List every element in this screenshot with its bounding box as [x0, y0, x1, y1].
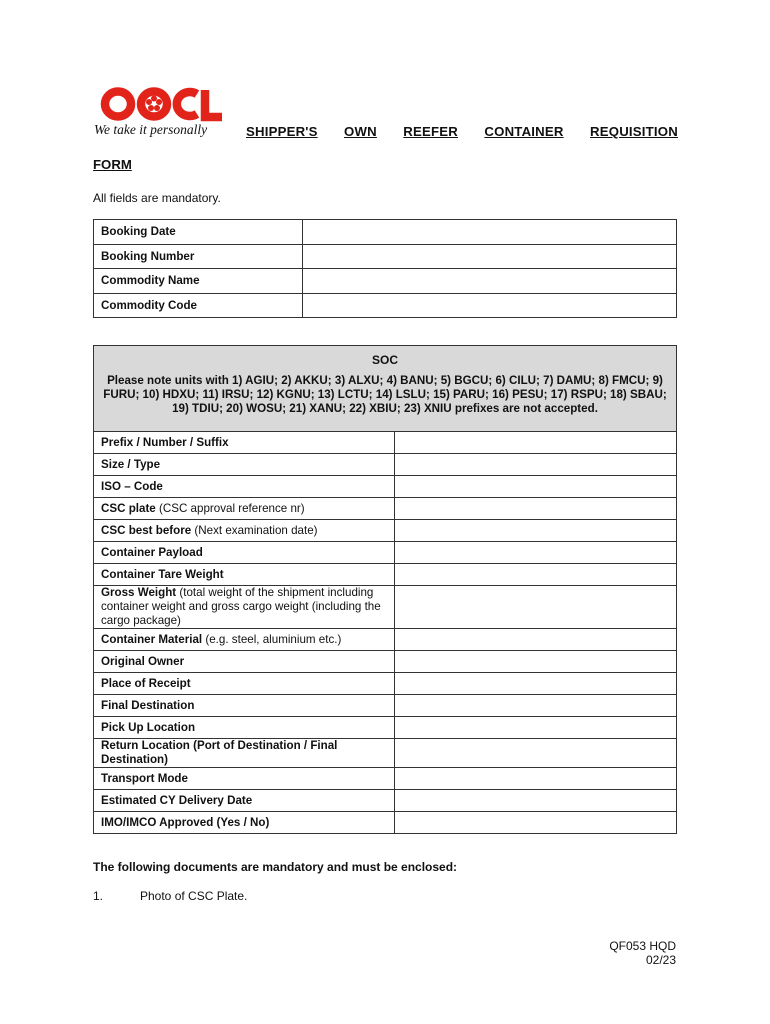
container-row-label-text: Final Destination	[101, 698, 195, 712]
container-row-label-text: ISO – Code	[101, 479, 163, 493]
container-row-label	[94, 790, 395, 812]
booking-table	[93, 219, 677, 318]
container-row-label-text: Container Material	[101, 632, 203, 646]
container-row-input[interactable]	[395, 768, 677, 790]
container-row-label	[94, 717, 395, 739]
form-title-word: SHIPPER'S	[246, 124, 318, 139]
container-row	[94, 520, 677, 542]
container-row	[94, 673, 677, 695]
container-row-input[interactable]	[395, 695, 677, 717]
form-title-line2: FORM	[93, 157, 132, 172]
container-row	[94, 812, 677, 834]
form-title-word: REQUISITION	[590, 124, 678, 139]
container-row-label-text: Gross Weight	[101, 586, 177, 599]
container-row-label-text: Estimated CY Delivery Date	[101, 793, 253, 807]
container-row-input[interactable]	[395, 476, 677, 498]
soc-prefix-note: Please note units with 1) AGIU; 2) AKKU; 3) ALXU; 4) BANU; 5) BGCU; 6) CILU; 7) DAMU; 8) FMCU; 9) FURU; 10) HDXU; 11) IRSU; 12) KGNU; 13) LCTU; 14) LSLU; 15) PARU; 16) PESU; 17) RSPU; 18) SBAU; 19) TDIU; 20) WOSU; 21) XANU; 22) XBIU; 23) XNIU prefixes are not accepted.	[103, 374, 667, 415]
container-row-label-text: Size / Type	[101, 457, 161, 471]
booking-row	[94, 293, 677, 318]
container-row-label	[94, 454, 395, 476]
container-row-label-text: Transport Mode	[101, 771, 188, 785]
booking-row-input[interactable]	[303, 293, 677, 318]
container-row-input[interactable]	[395, 790, 677, 812]
mandatory-note: All fields are mandatory.	[93, 191, 221, 205]
container-row-label	[94, 432, 395, 454]
container-row	[94, 739, 677, 768]
form-date: 02/23	[645, 953, 676, 967]
container-row	[94, 476, 677, 498]
form-footer	[609, 939, 676, 967]
container-row	[94, 695, 677, 717]
container-row-input[interactable]	[395, 542, 677, 564]
soc-title: SOC	[371, 353, 398, 367]
oocl-logo-graphic	[92, 86, 232, 138]
container-row-label	[94, 476, 395, 498]
container-row-hint: (CSC approval reference nr)	[155, 501, 305, 515]
booking-row	[94, 269, 677, 294]
booking-row-input[interactable]	[303, 269, 677, 294]
booking-row-label: Commodity Code	[94, 293, 303, 318]
booking-row-label: Booking Number	[94, 244, 303, 269]
container-row-label	[94, 673, 395, 695]
form-title-word: OWN	[344, 124, 377, 139]
container-row-label-text: Return Location (Port of Destination / Final Destination)	[101, 739, 338, 766]
document-item-text: Photo of CSC Plate.	[140, 889, 248, 903]
container-row-label	[94, 586, 395, 629]
container-row-input[interactable]	[395, 586, 677, 629]
container-row-input[interactable]	[395, 739, 677, 768]
container-row	[94, 790, 677, 812]
container-row	[94, 542, 677, 564]
container-row-hint: (e.g. steel, aluminium etc.)	[202, 632, 342, 646]
container-row-label-text: Container Tare Weight	[101, 567, 224, 581]
container-row-input[interactable]	[395, 564, 677, 586]
container-row-input[interactable]	[395, 717, 677, 739]
booking-row	[94, 220, 677, 245]
form-title	[246, 124, 678, 139]
container-row-input[interactable]	[395, 498, 677, 520]
container-row-label	[94, 651, 395, 673]
container-row-label	[94, 564, 395, 586]
container-row-hint: (total weight of the shipment including container weight and gross cargo weight (including the cargo package)	[101, 586, 381, 627]
booking-row	[94, 244, 677, 269]
container-row	[94, 629, 677, 651]
container-row	[94, 432, 677, 454]
container-row	[94, 586, 677, 629]
document-item	[93, 889, 247, 903]
container-row-label	[94, 629, 395, 651]
booking-row-label: Commodity Name	[94, 269, 303, 294]
container-row	[94, 768, 677, 790]
container-row	[94, 564, 677, 586]
container-row-label-text: IMO/IMCO Approved (Yes / No)	[101, 815, 270, 829]
container-row-label-text: CSC plate	[101, 501, 156, 515]
booking-row-input[interactable]	[303, 220, 677, 245]
container-row	[94, 717, 677, 739]
container-row-input[interactable]	[395, 651, 677, 673]
container-row-label-text: Prefix / Number / Suffix	[101, 435, 229, 449]
form-code: QF053 HQD	[609, 939, 676, 953]
container-row-input[interactable]	[395, 673, 677, 695]
container-row	[94, 498, 677, 520]
form-title-word: CONTAINER	[484, 124, 564, 139]
container-row-label	[94, 739, 395, 768]
container-row-label	[94, 768, 395, 790]
container-row-input[interactable]	[395, 629, 677, 651]
document-item-number: 1.	[93, 889, 104, 903]
container-row-input[interactable]	[395, 812, 677, 834]
container-row-input[interactable]	[395, 454, 677, 476]
soc-header	[93, 345, 677, 432]
container-row-label	[94, 542, 395, 564]
container-row-label	[94, 812, 395, 834]
form-title-word: REEFER	[403, 124, 458, 139]
container-row-label-text: Place of Receipt	[101, 676, 191, 690]
documents-heading: The following documents are mandatory and must be enclosed:	[93, 860, 458, 874]
container-table	[93, 431, 677, 834]
container-row	[94, 651, 677, 673]
container-row-label-text: Container Payload	[101, 545, 203, 559]
oocl-logo	[92, 86, 232, 138]
container-row-input[interactable]	[395, 432, 677, 454]
container-row-label-text: Original Owner	[101, 654, 185, 668]
logo-tagline: We take it personally	[94, 122, 208, 137]
container-row-label-text: CSC best before	[101, 523, 192, 537]
container-row-label-text: Pick Up Location	[101, 720, 196, 734]
booking-row-input[interactable]	[303, 244, 677, 269]
container-row-label	[94, 498, 395, 520]
container-row-hint: (Next examination date)	[191, 523, 318, 537]
container-row-input[interactable]	[395, 520, 677, 542]
container-row	[94, 454, 677, 476]
container-row-label	[94, 520, 395, 542]
booking-row-label: Booking Date	[94, 220, 303, 245]
container-row-label	[94, 695, 395, 717]
